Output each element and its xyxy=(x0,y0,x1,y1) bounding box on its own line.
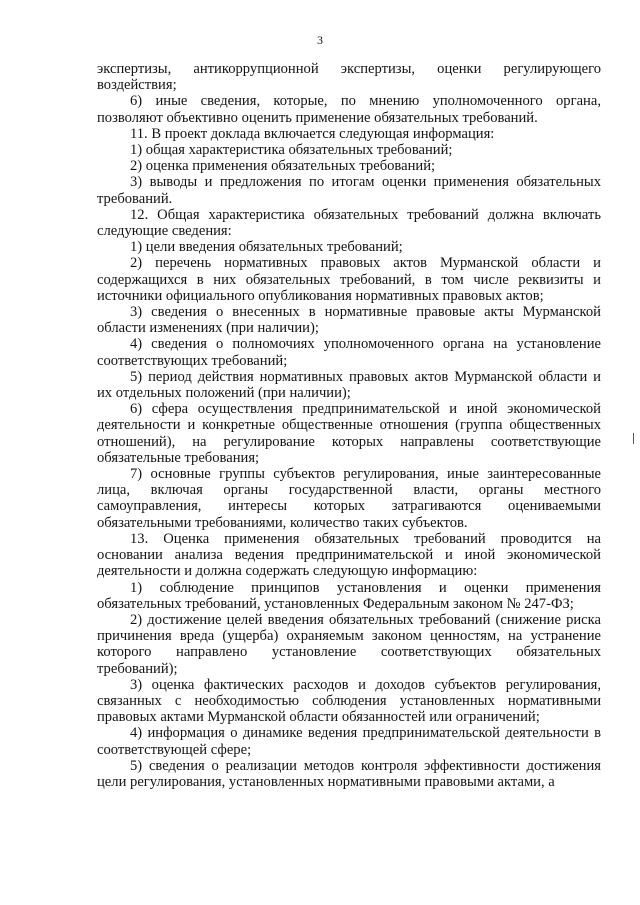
page-number: 3 xyxy=(317,33,323,47)
scan-edge-mark xyxy=(633,433,634,444)
paragraph: 4) информация о динамике ведения предпринимательской деятельности в соответствующей сфере; xyxy=(97,725,601,758)
paragraph: 3) сведения о внесенных в нормативные правовые акты Мурманской области изменениях (при наличии); xyxy=(97,304,601,337)
paragraph: 5) сведения о реализации методов контроля эффективности достижения цели регулирования, установленных нормативными правовыми актами, а xyxy=(97,757,601,790)
paragraph: 7) основные группы субъектов регулирования, иные заинтересованные лица, включая органы государственной власти, органы местного самоуправления, интересы которых затрагиваются оцениваемыми обязательными требованиями, количество таких субъектов. xyxy=(97,466,601,531)
paragraph: 4) сведения о полномочиях уполномоченного органа на установление соответствующих требований; xyxy=(97,336,601,369)
paragraph: 3) оценка фактических расходов и доходов субъектов регулирования, связанных с необходимостью соблюдения установленных нормативными правовых актами Мурманской области обязанностей или ограничений; xyxy=(97,676,601,726)
paragraph: 1) цели введения обязательных требований; xyxy=(130,239,403,256)
document-body xyxy=(97,61,601,790)
paragraph: 1) соблюдение принципов установления и оценки применения обязательных требований, установленных Федеральным законом № 247-ФЗ; xyxy=(97,579,601,612)
paragraph: 3) выводы и предложения по итогам оценки применения обязательных требований. xyxy=(97,174,601,207)
paragraph: 12. Общая характеристика обязательных требований должна включать следующие сведения: xyxy=(97,206,601,240)
paragraph: 2) достижение целей введения обязательных требований (снижение риска причинения вреда (ущерба) охраняемым законом ценностям, на устранение которого направлено установление соответствующих обязательных требований); xyxy=(97,611,601,677)
paragraph: 2) перечень нормативных правовых актов Мурманской области и содержащихся в них обязательных требований, в том числе реквизиты и источники официального опубликования нормативных правовых актов; xyxy=(97,255,601,304)
paragraph: 1) общая характеристика обязательных требований; xyxy=(130,142,453,159)
paragraph: 11. В проект доклада включается следующая информация: xyxy=(130,125,495,142)
paragraph: 5) период действия нормативных правовых актов Мурманской области и их отдельных положений (при наличии); xyxy=(97,368,601,402)
paragraph: 6) иные сведения, которые, по мнению уполномоченного органа, позволяют объективно оценить применение обязательных требований. xyxy=(97,93,601,126)
paragraph: 6) сфера осуществления предпринимательской и иной экономической деятельности и конкретные общественные отношения (группа общественных отношений), на регулирование которых направлены соответствующие обязательные требования; xyxy=(97,401,601,466)
paragraph: 2) оценка применения обязательных требований; xyxy=(130,158,436,175)
paragraph: экспертизы, антикоррупционной экспертизы, оценки регулирующего воздействия; xyxy=(97,61,601,94)
paragraph: 13. Оценка применения обязательных требований проводится на основании анализа ведения предпринимательской и иной экономической деятельности и должна содержать следующую информацию: xyxy=(97,530,601,580)
